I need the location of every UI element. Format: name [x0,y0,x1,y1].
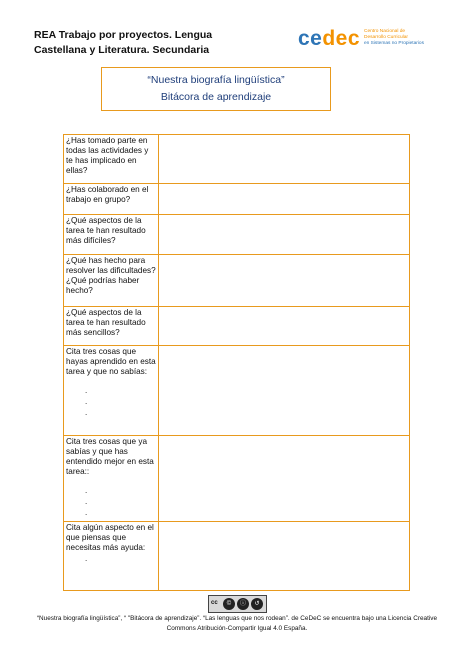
bullet-item: . [85,486,88,495]
answer-cell[interactable] [159,346,410,436]
cc-logo-icon: © [223,598,235,610]
question-text: ¿Qué has hecho para resolver las dificultades? ¿Qué podrías haber hecho? [66,256,156,295]
question-cell [64,522,159,591]
question-text: ¿Qué aspectos de la tarea te han resultado más difíciles? [66,216,146,245]
logo-sub-line1: Centro Nacional de [364,29,406,34]
question-cell [64,255,159,307]
bullet-item: . [85,386,88,395]
header-line-2: Castellana y Literatura. Secundaria [34,44,210,56]
table-row [64,215,410,255]
answer-cell[interactable] [159,215,410,255]
question-cell [64,184,159,215]
cedec-logo [298,27,448,53]
answer-cell[interactable] [159,522,410,591]
logo-word-part2: dec [322,27,361,50]
header-line-1: REA Trabajo por proyectos. Lengua [34,29,213,41]
question-cell [64,215,159,255]
answer-cell[interactable] [159,307,410,346]
question-text: ¿Has colaborado en el trabajo en grupo? [66,185,149,204]
answer-cell[interactable] [159,184,410,215]
table-row [64,135,410,184]
table-row [64,255,410,307]
answer-cell[interactable] [159,255,410,307]
question-text: Cita tres cosas que hayas aprendido en esta tarea y que no sabías: [66,347,156,376]
bullet-list [66,553,156,564]
table-row [64,522,410,591]
bullet-item: . [85,508,88,517]
footer-line-2: Commons Atribución-Compartir Igual 4.0 España. [166,625,308,632]
table-row [64,307,410,346]
question-cell [64,436,159,522]
answer-cell[interactable] [159,135,410,184]
bullet-item: . [85,497,88,506]
bullet-list [66,485,156,518]
by-attribution-icon: ⓘ [237,598,249,610]
title-line-1: “Nuestra biografía lingüística” [147,74,285,86]
bullet-item: . [85,408,88,417]
question-cell [64,135,159,184]
share-alike-icon: ↺ [251,598,263,610]
bullet-item: . [85,397,88,406]
question-text: Cita algún aspecto en el que piensas que necesitas más ayuda: [66,523,154,552]
logo-word-part1: ce [298,27,323,50]
question-cell [64,307,159,346]
logo-subtitle [364,29,448,47]
table-row [64,436,410,522]
logo-sub-line2: Desarrollo Curricular [364,35,408,40]
answer-cell[interactable] [159,436,410,522]
bullet-list [66,385,156,418]
footer-line-1: “Nuestra biografía lingüística”, “ "Bitácora de aprendizaje”. “Las lenguas que nos rodean”. de CeDeC se encuentra bajo una Licencia Creative [36,615,438,622]
learning-log-table [63,134,410,591]
creative-commons-badge[interactable] [208,595,267,613]
question-text: ¿Has tomado parte en todas las actividades y te has implicado en ellas? [66,136,149,175]
bullet-item: . [85,554,88,563]
table-row [64,184,410,215]
title-box [101,67,331,111]
document-header-title [34,28,274,58]
title-line-2: Bitácora de aprendizaje [160,91,272,103]
license-footer [30,614,444,634]
cc-badge-label: cc [211,600,218,606]
table-row [64,346,410,436]
question-text: Cita tres cosas que ya sabías y que has entendido mejor en esta tarea:: [66,437,154,476]
logo-sub-line3: en Sistemas no Propietarios [364,41,424,46]
question-cell [64,346,159,436]
logo-wordmark [298,27,360,51]
question-text: ¿Qué aspectos de la tarea te han resultado más sencillos? [66,308,146,337]
